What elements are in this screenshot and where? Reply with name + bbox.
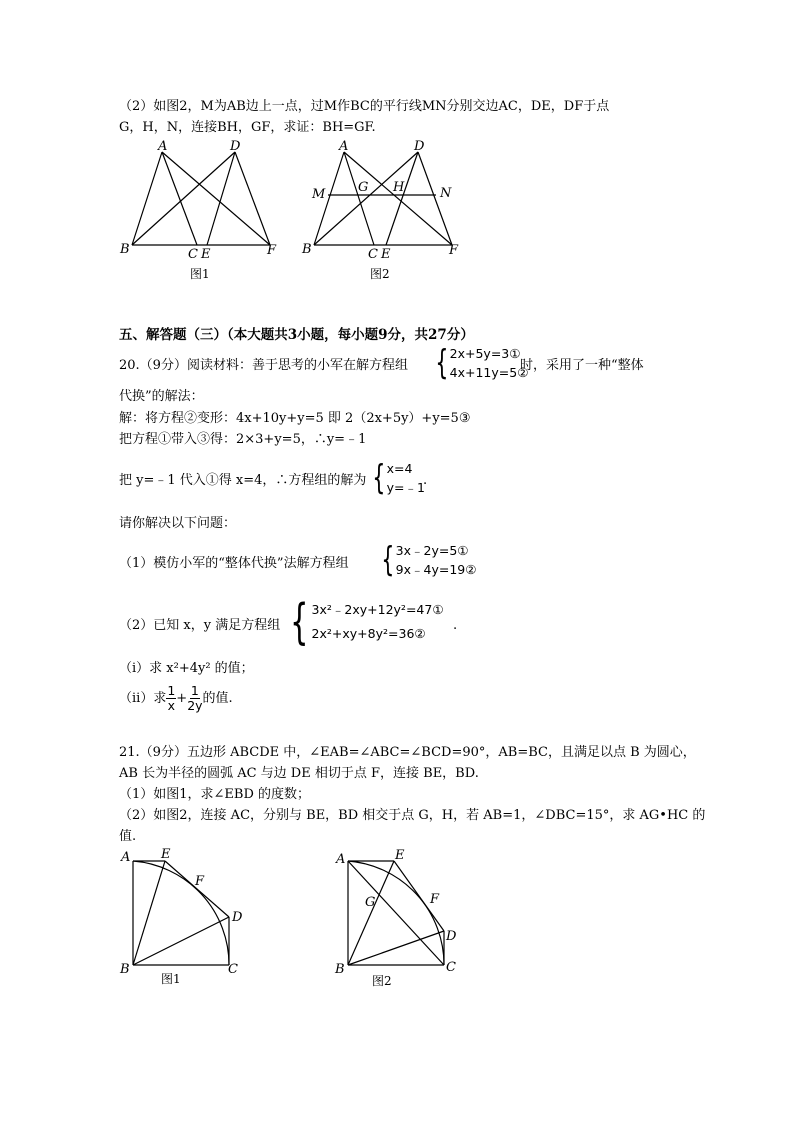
- label-A: A: [121, 850, 131, 865]
- fraction: $\frac{1}{x}$: [167, 683, 176, 713]
- equation: 2x+5y=3①: [449, 346, 521, 361]
- label-B: B: [335, 962, 345, 977]
- label-C: C: [228, 962, 238, 977]
- brace-icon: {: [290, 594, 309, 650]
- q20-solution-1: 解：将方程②变形：4x+10y+y=5 即 2（2x+5y）+y=5③: [119, 411, 471, 426]
- q20-prompt: 请你解决以下问题：: [119, 516, 237, 531]
- brace-icon: {: [435, 343, 449, 383]
- label-A: A: [336, 852, 346, 867]
- equation: x=4: [386, 461, 413, 476]
- label-F: F: [267, 243, 277, 258]
- q20-solution-end: .: [423, 473, 428, 488]
- q20-solution-2: 把方程①带入③得：2×3+y=5，∴y=﹣1: [119, 432, 367, 447]
- label-M: M: [312, 187, 326, 202]
- brace-icon: {: [372, 458, 386, 498]
- q19-part2-line2: G，H，N，连接BH，GF，求证：BH=GF.: [119, 120, 376, 135]
- q20-part1: （1）模仿小军的“整体代换”法解方程组: [119, 556, 349, 571]
- label-A: A: [339, 140, 349, 154]
- figure-caption-1: 图1: [190, 267, 210, 281]
- figure-19-1: [115, 140, 285, 285]
- label-E: E: [395, 848, 405, 863]
- q20-part2-ii: [119, 684, 233, 713]
- label-D: D: [446, 929, 457, 944]
- q21-line3: （1）如图1，求∠EBD 的度数；: [119, 787, 311, 802]
- label-F: F: [195, 874, 205, 889]
- label-D: D: [414, 140, 425, 154]
- figure-21-1: [115, 845, 260, 990]
- equation: y=﹣1: [386, 480, 425, 495]
- figure-21-2: [330, 845, 475, 995]
- q20-solution-system: [368, 458, 428, 498]
- q20-part2-i: （i）求 x²+4y² 的值；: [119, 661, 254, 676]
- label-G: G: [358, 180, 369, 195]
- q20-part2-ii-end: 的值.: [202, 690, 233, 706]
- equation: 4x+11y=5②: [449, 365, 529, 380]
- label-F: F: [430, 892, 440, 907]
- q21-line2: AB 长为半径的圆弧 AC 与边 DE 相切于点 F，连接 BE，BD.: [119, 766, 479, 781]
- label-N: N: [440, 186, 452, 201]
- q20-part1-system: [377, 541, 476, 579]
- figure-caption-2: 图2: [372, 974, 392, 988]
- label-B: B: [302, 242, 312, 257]
- figure-caption-2: 图2: [370, 267, 390, 281]
- label-E: E: [161, 847, 171, 862]
- q21-line5: 值.: [119, 829, 137, 844]
- label-C: C: [368, 247, 378, 262]
- q19-part2-line1: （2）如图2，M为AB边上一点，过M作BC的平行线MN分别交边AC，DE，DF于点: [119, 99, 610, 114]
- label-D: D: [230, 140, 241, 154]
- label-E: E: [381, 247, 391, 262]
- q20-part2-ii-text: （ii）求: [119, 690, 167, 706]
- brace-icon: {: [381, 540, 395, 580]
- q20-intro-b: 时，采用了一种“整体: [520, 358, 644, 373]
- label-C: C: [446, 960, 456, 975]
- q20-line2: 代换”的解法：: [119, 389, 204, 404]
- label-B: B: [120, 242, 130, 257]
- label-D: D: [232, 910, 243, 925]
- label-G: G: [365, 895, 376, 910]
- equation: 3x﹣2y=5①: [395, 543, 469, 558]
- label-B: B: [120, 962, 130, 977]
- q21-line1: 21.（9分）五边形 ABCDE 中，∠EAB=∠ABC=∠BCD=90°，AB=BC，且满足以点 B 为圆心，: [119, 745, 696, 760]
- figure-caption-1: 图1: [161, 972, 181, 986]
- label-H: H: [393, 180, 405, 195]
- figure-19-2: [300, 140, 470, 285]
- q20-part2-system: [284, 594, 444, 650]
- fraction: $\frac{1}{2y}$: [187, 683, 203, 713]
- q20-solution-3: 把 y=﹣1 代入①得 x=4，∴方程组的解为: [119, 473, 367, 488]
- label-E: E: [201, 247, 211, 262]
- q20-intro-a: 20.（9分）阅读材料：善于思考的小军在解方程组: [119, 358, 408, 373]
- q20-system-1: [431, 344, 528, 382]
- equation: 3x²﹣2xy+12y²=47①: [311, 602, 444, 617]
- section-heading: 五、解答题（三）（本大题共3小题，每小题9分，共27分）: [119, 327, 474, 343]
- label-F: F: [449, 243, 459, 258]
- equation: 9x﹣4y=19②: [395, 562, 477, 577]
- equation: 2x²+xy+8y²=36②: [311, 626, 426, 641]
- label-A: A: [158, 140, 168, 154]
- q20-part2-end: .: [453, 618, 458, 633]
- q21-line4: （2）如图2，连接 AC，分别与 BE，BD 相交于点 G，H，若 AB=1，∠DBC=15°，求 AG•HC 的: [119, 808, 706, 823]
- q20-part2: （2）已知 x，y 满足方程组: [119, 618, 281, 633]
- plus-sign: +: [176, 690, 188, 706]
- label-C: C: [188, 247, 198, 262]
